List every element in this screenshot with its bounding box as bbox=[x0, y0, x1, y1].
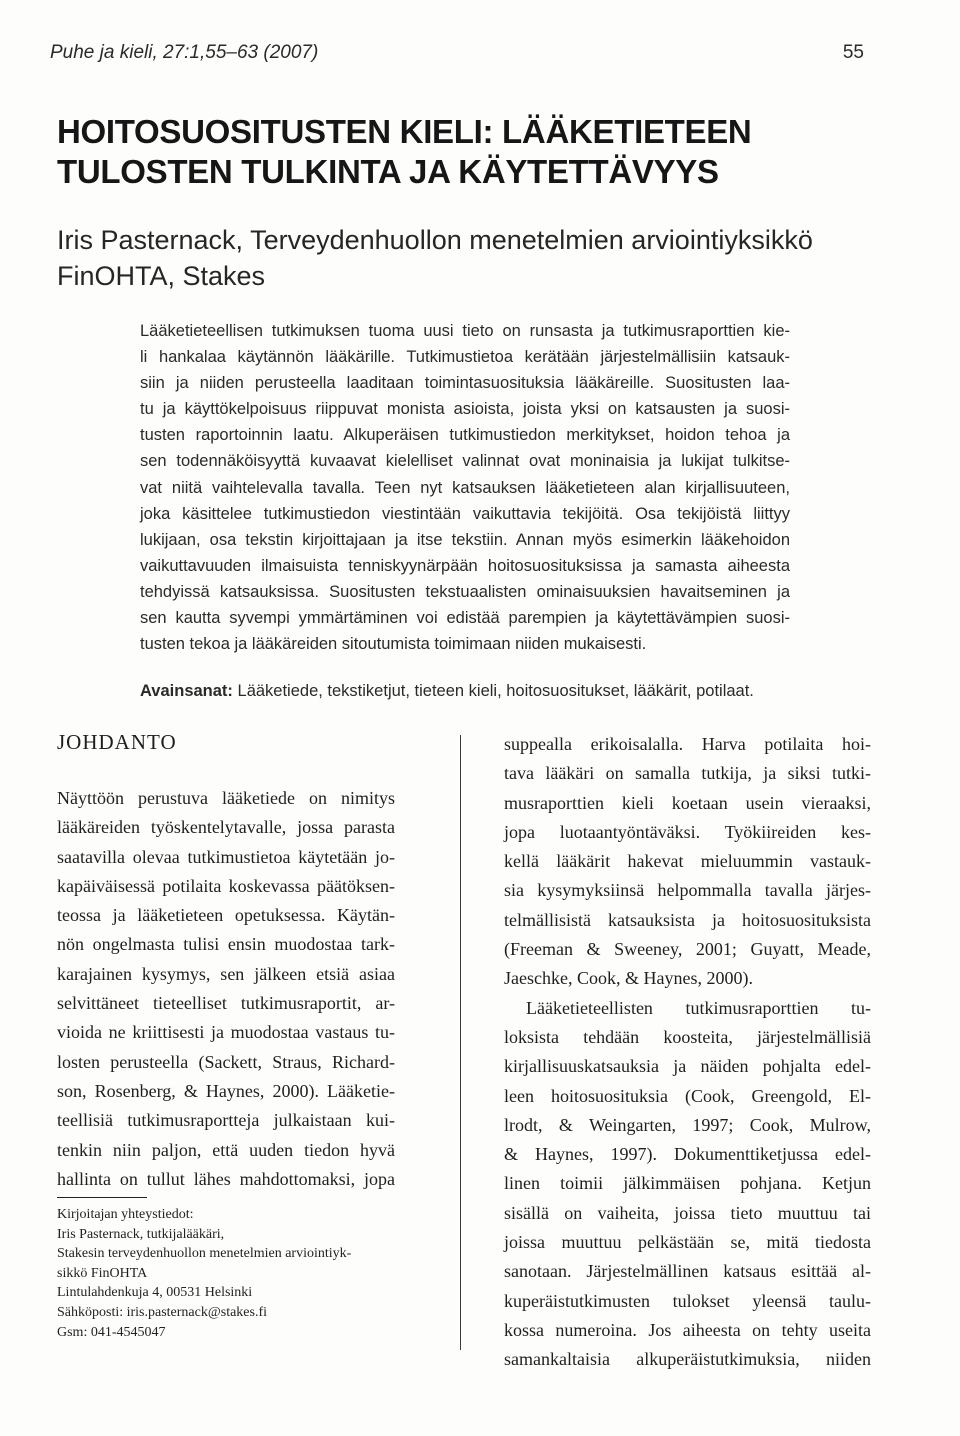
body-line: joissa muuttuu pelkästään se, mitä tiedosta bbox=[504, 1232, 871, 1253]
column-divider bbox=[460, 735, 461, 1350]
right-column bbox=[504, 730, 871, 1375]
abstract-line: tusten raportoinnin laatu. Alkuperäisen tutkimustiedon merkitykset, hoidon tehoa ja bbox=[140, 426, 790, 445]
abstract-line: tehdyissä katsauksissa. Suositusten tekstuaalisten ominaisuuksien havaitseminen ja bbox=[140, 582, 790, 601]
body-line: suppealla erikoisalalla. Harva potilaita hoi- bbox=[504, 734, 871, 754]
body-line: samankaltaisia alkuperäistutkimuksia, niiden bbox=[504, 1349, 871, 1370]
body-line: musraporttien kieli koetaan usein vieraaksi, bbox=[504, 792, 871, 813]
author-line: Iris Pasternack, Terveydenhuollon menetelmien arviointiyksikkö bbox=[57, 225, 813, 255]
footnote-line: Sähköposti: iris.pasternack@stakes.fi bbox=[57, 1304, 268, 1320]
abstract-line: sen todennäköisyyttä kuvaavat kielelliset valinnat ovat moninaisia ja lukijat tulkitse- bbox=[140, 452, 790, 471]
abstract-line: tusten tekoa ja lääkäreiden sitoutumista toimimaan niiden mukaisesti. bbox=[140, 635, 647, 654]
body-line: sanotaan. Järjestelmällinen katsaus esittää al- bbox=[504, 1261, 871, 1282]
footnote-line: Gsm: 041-4545047 bbox=[57, 1324, 166, 1340]
section-heading: JOHDANTO bbox=[57, 730, 177, 754]
body-line: & Haynes, 1997). Dokumenttiketjussa edel- bbox=[504, 1144, 871, 1165]
body-line: jopa luotaantyöntäväksi. Työkiireiden kes- bbox=[504, 821, 871, 842]
author-line: FinOHTA, Stakes bbox=[57, 261, 266, 291]
page-number: 55 bbox=[842, 42, 864, 63]
body-line: Jaeschke, Cook, & Haynes, 2000). bbox=[504, 968, 753, 989]
footnote-line: Iris Pasternack, tutkijalääkäri, bbox=[57, 1226, 225, 1242]
body-line: tava lääkäri on samalla tutkija, ja siksi tutki- bbox=[504, 763, 871, 784]
body-line: tenkin niin paljon, että uuden tiedon hyvä bbox=[57, 1139, 395, 1160]
body-line: Lääketieteellisten tutkimusraporttien tu- bbox=[526, 997, 871, 1018]
body-line: kellä lääkärit hakevat mieluummin vastauk- bbox=[504, 851, 871, 872]
article-title-line: TULOSTEN TULKINTA JA KÄYTETTÄVYYS bbox=[57, 153, 719, 190]
body-line: karajainen kysymys, sen jälkeen etsiä asiaa bbox=[57, 963, 395, 984]
body-line: selvittäneet tieteelliset tutkimusraportit, ar- bbox=[57, 993, 395, 1014]
body-line: saatavilla olevaa tutkimustietoa käytetään jo- bbox=[57, 846, 395, 867]
body-line: lrodt, & Weingarten, 1997; Cook, Mulrow, bbox=[504, 1114, 871, 1135]
abstract-line: li hankalaa käytännön lääkärille. Tutkimustietoa kerätään järjestelmällisiin katsauk- bbox=[140, 348, 790, 367]
body-line: losten perusteella (Sackett, Straus, Richard- bbox=[57, 1051, 395, 1072]
body-line: loksista tehdään koosteita, järjestelmällisiä bbox=[504, 1026, 871, 1047]
abstract-line: joka käsittelee tutkimustiedon viestintään vaikuttavia tekijöitä. Osa tekijöistä liittyy bbox=[140, 504, 790, 523]
body-line: sisällä on vaiheita, joissa tieto muuttuu tai bbox=[504, 1202, 871, 1223]
keywords-label: Avainsanat: bbox=[140, 682, 233, 700]
abstract-line: Lääketieteellisen tutkimuksen tuoma uusi tieto on runsasta ja tutkimusraporttien kie- bbox=[140, 322, 790, 340]
abstract-line: sen kautta syvempi ymmärtäminen voi edistää parempien ja käytettävämpien suosi- bbox=[140, 609, 790, 628]
abstract-line: tu ja käyttökelpoisuus riippuvat monista asioista, joista yksi on katsausten ja suosi- bbox=[140, 400, 790, 419]
body-line: teellisiä tutkimusraportteja julkaistaan kui- bbox=[57, 1110, 395, 1131]
footnote-line: Stakesin terveydenhuollon menetelmien arviointiyk- bbox=[57, 1246, 352, 1262]
article-title-line: HOITOSUOSITUSTEN KIELI: LÄÄKETIETEEN bbox=[57, 113, 752, 150]
body-line: telmällisistä katsauksista ja hoitosuosituksista bbox=[504, 909, 871, 930]
article-title bbox=[57, 112, 751, 192]
left-column bbox=[57, 784, 395, 1194]
keywords bbox=[140, 682, 754, 701]
abstract-line: siin ja niiden perusteella laaditaan toimintasuosituksia lääkäreille. Suositusten laa- bbox=[140, 374, 790, 393]
body-line: leen hoitosuosituksia (Cook, Greengold, El- bbox=[504, 1085, 871, 1106]
keywords-text: Lääketiede, tekstiketjut, tieteen kieli, hoitosuositukset, lääkärit, potilaat. bbox=[237, 682, 754, 700]
body-line: kossa numeroina. Jos aiheesta on tehty useita bbox=[504, 1319, 871, 1340]
body-line: hallinta on tullut lähes mahdottomaksi, jopa bbox=[57, 1168, 395, 1189]
body-line: vioida ne kriittisesti ja muodostaa vastaus tu- bbox=[57, 1022, 395, 1043]
running-head: Puhe ja kieli, 27:1,55–63 (2007) bbox=[50, 42, 319, 63]
body-line: lääkäreiden työskentelytavalle, jossa parasta bbox=[57, 817, 395, 838]
abstract-line: vaikuttavuuden ilmaisuista tenniskyynärpään hoitosuosituksissa ja samasta aiheesta bbox=[140, 556, 790, 575]
author-contact-footnote bbox=[57, 1205, 351, 1342]
abstract-line: lukijaan, osa tekstin kirjoittajaan ja itse tekstiin. Annan myös esimerkin lääkehoidon bbox=[140, 530, 790, 549]
body-line: nön ongelmasta tulisi ensin muodostaa tark- bbox=[57, 934, 395, 955]
abstract-line: vat niitä vaihtelevalla tavalla. Teen nyt katsauksen lääketieteen alan kirjallisuuteen, bbox=[140, 478, 790, 497]
body-line: sia kysymyksiinsä helpommalla tavalla järjes- bbox=[504, 880, 871, 901]
body-line: linen toimii jälkimmäisen pohjana. Ketjun bbox=[504, 1173, 871, 1194]
footnote-rule bbox=[57, 1197, 147, 1198]
footnote-line: sikkö FinOHTA bbox=[57, 1265, 148, 1281]
body-line: kirjallisuuskatsauksia ja näiden pohjalta edel- bbox=[504, 1056, 871, 1077]
abstract bbox=[140, 318, 790, 657]
footnote-line: Lintulahdenkuja 4, 00531 Helsinki bbox=[57, 1285, 253, 1301]
footnote-line: Kirjoitajan yhteystiedot: bbox=[57, 1207, 194, 1222]
body-line: (Freeman & Sweeney, 2001; Guyatt, Meade, bbox=[504, 939, 871, 960]
body-line: teossa ja lääketieteen opetuksessa. Käytän- bbox=[57, 905, 395, 926]
body-line: kapäiväisessä potilaita koskevassa päätöksen- bbox=[57, 875, 395, 896]
body-line: son, Rosenberg, & Haynes, 2000). Lääketie- bbox=[57, 1080, 395, 1101]
body-line: Näyttöön perustuva lääketiede on nimitys bbox=[57, 788, 395, 808]
author-affiliation bbox=[57, 222, 813, 294]
body-line: kuperäistutkimusten tulokset yleensä taulu- bbox=[504, 1290, 871, 1311]
